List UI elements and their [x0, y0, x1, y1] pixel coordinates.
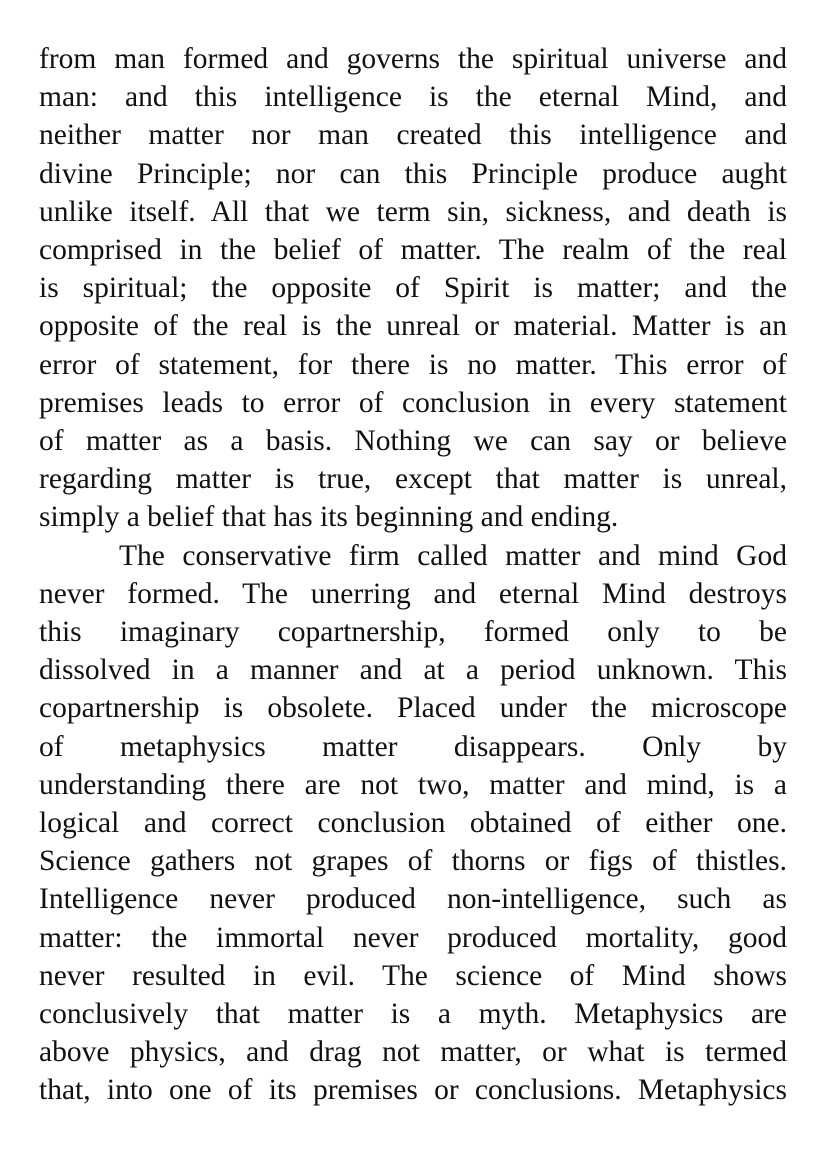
text-line: of matter as a basis. Nothing we can say or believe	[39, 425, 787, 458]
text-line: dissolved in a manner and at a period unknown. This	[39, 654, 787, 687]
paragraph-2	[39, 537, 787, 1110]
text-line: above physics, and drag not matter, or what is termed	[39, 1036, 787, 1069]
text-line: neither matter nor man created this intelligence and	[39, 119, 787, 152]
text-line: comprised in the belief of matter. The realm of the real	[39, 234, 787, 267]
text-line: this imaginary copartnership, formed only to be	[39, 616, 787, 649]
text-line: never formed. The unerring and eternal Mind destroys	[39, 577, 787, 610]
text-line: matter: the immortal never produced mortality, good	[39, 921, 787, 954]
paragraph-1	[39, 40, 787, 537]
text-line: of metaphysics matter disappears. Only by	[39, 730, 787, 763]
text-line: Science gathers not grapes of thorns or figs of thistles.	[39, 845, 787, 878]
text-line: copartnership is obsolete. Placed under the microscope	[39, 692, 787, 725]
text-line: that, into one of its premises or conclusions. Metaphysics	[39, 1074, 787, 1107]
text-line: simply a belief that has its beginning and ending.	[39, 501, 619, 534]
text-line: premises leads to error of conclusion in every statement	[39, 386, 787, 419]
document-page	[39, 40, 787, 1110]
text-line: man: and this intelligence is the eternal Mind, and	[39, 81, 787, 114]
text-line: error of statement, for there is no matter. This error of	[39, 348, 787, 381]
text-line: unlike itself. All that we term sin, sickness, and death is	[39, 195, 787, 228]
text-line: never resulted in evil. The science of Mind shows	[39, 959, 787, 992]
text-line: opposite of the real is the unreal or material. Matter is an	[39, 310, 787, 343]
text-line: from man formed and governs the spiritual universe and	[39, 43, 787, 75]
text-line: conclusively that matter is a myth. Metaphysics are	[39, 998, 787, 1031]
text-line: understanding there are not two, matter and mind, is a	[39, 768, 787, 801]
text-line: Intelligence never produced non-intelligence, such as	[39, 883, 787, 916]
text-line: is spiritual; the opposite of Spirit is matter; and the	[39, 272, 787, 305]
text-line: divine Principle; nor can this Principle produce aught	[39, 157, 787, 190]
text-line: logical and correct conclusion obtained of either one.	[39, 807, 787, 840]
text-line: regarding matter is true, except that matter is unreal,	[39, 463, 787, 496]
text-line: The conservative firm called matter and mind God	[119, 539, 787, 572]
